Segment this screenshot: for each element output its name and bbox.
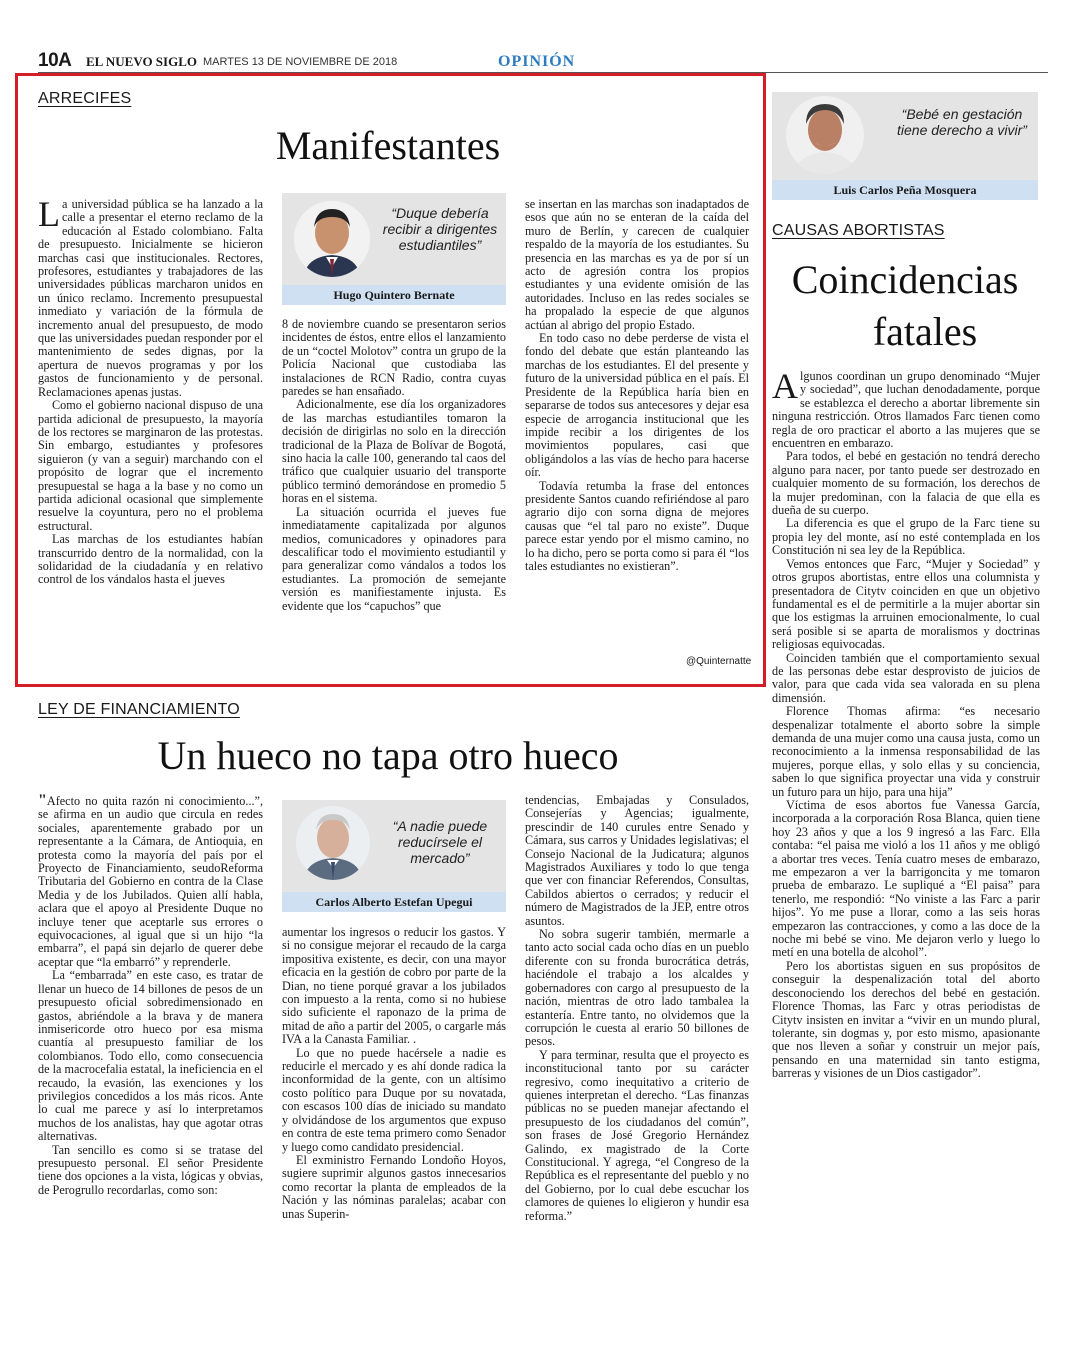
author-photo: [296, 806, 370, 880]
article2-byline: Carlos Alberto Estefan Upegui: [282, 892, 506, 912]
article3-paragraph: Florence Thomas afirma: “es necesario despenalizar totalmente el aborto sobre la simple demanda de una mujer como una causa justa, como un reconocimiento a la inmensa responsabilidad de las mujeres, porque ellas, y solo ellas y su conciencia, saben lo que significa proyectar una vida y construir un futuro para un hijo, para una hija”: [772, 704, 1040, 799]
dropcap: ": [38, 792, 47, 809]
author-twitter-handle[interactable]: @Quinternatte: [686, 656, 752, 667]
article1-paragraph: Todavía retumba la frase del entonces presidente Santos cuando refiriéndose al paro agrario dijo con sorna digna de mejores causas que “el tal paro no existe”. Duque parece estar yendo por el mismo camino, no lo ha dicho, pero se porta como si para él “los tales estudiantes no existieran”.: [525, 478, 749, 573]
article1-kicker: ARRECIFES: [38, 90, 132, 107]
article3-pullquote: “Bebé en gestación tiene derecho a vivir”: [897, 106, 1027, 138]
article3-paragraph: Vemos entonces que Farc, “Mujer y Sociedad” y otros grupos abortistas, entre ellos una columnista y presentadora de Citytv coinciden en que un objetivo fundamental es el de permitirle a la mujer abortar sin que los estigmas la arruinen emocionalmente, lo cual será posible si se aparta de moralismos y doctrinas religiosas equivocadas.: [772, 556, 1040, 652]
article2-paragraph: La “embarrada” en este caso, es tratar de llenar un hueco de 14 billones de pesos de un presupuesto oficial sobredimensionado en gastos, abriéndole a la brava y de manera inmisericorde otro hueco por esa misma cuantía al presupuesto familiar de los colombianos. Todo ello, como consecuencia de la macrocefalia estatal, la ineficiencia en el recaudo, la evasión, las exenciones y los privilegios concedidos a los más ricos. Ante lo cual me parece y así lo interpretamos muchos de los analistas, hay que agotar otras alternativas.: [38, 968, 263, 1144]
article2-paragraph: "Afecto no quita razón ni conocimiento...”, se afirma en un audio que circula en redes sociales, aparentemente grabado por un representante a la Cámara, de Antioquia, en protesta como la mayoría del país por el Proyecto de Financiamiento, seudoReforma Tributaria del Gobierno en contra de la Clase Media y de los Jubilados. Quien allí habla, aclara que el apoyo al Presidente Duque no incluye tener que aceptarle sus errores o equivocaciones, al igual que si un hijo “la embarra”, el papá sin dejarlo de querer debe aceptar que “la embarró” y reprenderle.: [38, 792, 263, 969]
article2-author-box: [282, 800, 506, 912]
article3-paragraph: Víctima de esos abortos fue Vanessa García, incorporada a la corporación Rosa Blanca, quien tiene hoy 23 años y que a los 9 ingresó a las Farc. Ella contaba: “el paisa me violó a los 11 años y me obligó a abortar tres veces. Tenía cuatro meses de embarazo, me empezaron a ver la barrigoncita y me tomaron prueba de embarazo. Le supliqué a “El paisa” para tenerlo, me respondió: “No viniste a las Farc a parir hijos”. Yo me puse a llorar, como a las seis horas empezaron las contracciones, y como a las doce de la noche mi bebé se vino. Me dejaron verlo y luego lo metí en una botella de alcohol”.: [772, 798, 1040, 960]
article1-paragraph: La situación ocurrida el jueves fue inmediatamente capitalizada por algunos medios, comunicadores y opinadores para descalificar todo el movimiento estudiantil y para generalizar como vándalos a todos los estudiantes. La promoción de semejante versión es manifiestamente injusta. Es evidente que los “capuchos” que: [282, 504, 506, 613]
article1-column-2: [282, 318, 506, 613]
article1-column-3: [525, 198, 749, 573]
dropcap: L: [38, 194, 60, 234]
article2-column-3: [525, 794, 749, 1223]
article1-author-box: [282, 193, 506, 305]
page-header: [38, 50, 1048, 74]
article3-paragraph: Pero los abortistas siguen en sus propósitos de conseguir la despenalización total del aborto desconociendo los derechos del bebé en gestación. Florence Thomas, las Farc y otras periodistas de Citytv insisten en invitar a “vivir en un mundo plural, tolerante, sin dogmas y, por esto mismo, apasionante que nos lleven a soñar y construir un mejor país, pensando en una maternidad sin tanto estigma, barreras y visiones de un Dios castigador”.: [772, 958, 1040, 1081]
article2-paragraph: Y para terminar, resulta que el proyecto es inconstitucional tanto por su carácter regresivo, como inequitativo a criterio de quienes interpretan el derecho. “Las finanzas públicas no se pueden manejar afectando el presupuesto de los ciudadanos del común”, son frases de José Gregorio Hernández Galindo, ex magistrado de la Corte Constitucional. Y agrega, “el Congreso de la República es el representante del pueblo y no del Gobierno, por lo cual debe escuchar los clamores de quienes lo eligieron y hundir esa reforma.”: [525, 1047, 749, 1223]
article3-paragraph: Coinciden también que el comportamiento sexual de las personas debe estar desprovisto de juicios de valor, para que cada vida sea valorada en su plena dimensión.: [772, 650, 1040, 705]
newspaper-name: EL NUEVO SIGLO: [86, 54, 197, 69]
article1-paragraph: Adicionalmente, ese día los organizadores de las marchas estudiantiles tomaron la decisión de dirigirlas no solo en la dirección tradicional de la Plaza de Bolívar de Bogotá, sino hacia la calle 100, generando tal caos del tráfico que cualquier usuario del transporte público terminó demorándose en promedio 5 horas en el sistema.: [282, 397, 506, 506]
page-number: 10A: [38, 50, 72, 71]
article3-author-box: [772, 92, 1038, 200]
author-photo: [294, 201, 370, 277]
article1-headline: Manifestantes: [275, 123, 501, 168]
article1-pullquote: “Duque debería recibir a dirigentes estudiantiles”: [382, 205, 498, 253]
article1-byline: Hugo Quintero Bernate: [282, 285, 506, 305]
article1-paragraph: Como el gobierno nacional dispuso de una partida adicional de presupuesto, la mayoría de los rectores se marginaron de las protestas. Sin embargo, estudiantes y profesores siguieron (y van a seguir) marchando con el propósito de lograr que el incremento presupuestal se haga a la base y no como un partida adicional ocasional que simplemente resuelve la coyuntura, pero no el problema estructural.: [38, 398, 263, 533]
article2-paragraph: tendencias, Embajadas y Consulados, Consejerías y Agencias; igualmente, prescindir de 140 curules entre Senado y Cámara, sus carros y Unidades legislativas; el Consejo Nacional de la Judicatura; algunos Magistrados Auxiliares y todo lo que tenga que ver con financiar Referendos, Consultas, Cabildos abiertos o cerrados; y reducir el número de Magistrados de la JEP, entre otros asuntos.: [525, 793, 749, 928]
article2-paragraph: Tan sencillo es como si se tratase del presupuesto personal. El señor Presidente tiene dos opciones a la vista, lógicas y obvias, de Perogrullo recordarlas, como son:: [38, 1142, 263, 1197]
article2-column-2: [282, 926, 506, 1221]
article2-headline: Un hueco no tapa otro hueco: [157, 733, 619, 778]
article3-paragraph: Algunos coordinan un grupo denominado “Mujer y sociedad”, que luchan denodadamente, porque se establezca el derecho a abortar libremente sin ninguna restricción. Otros llamados Farc tienen como regla de oro practicar el aborto a las mujeres que se encuentren en embarazo.: [772, 366, 1040, 451]
article3-paragraph: Para todos, el bebé en gestación no tendrá derecho alguno para nacer, por tanto puede ser destrozado en cualquier momento de su formación, los derechos de la mujer predominan, con la falacia de que ella es dueña de su cuerpo.: [772, 449, 1040, 518]
article2-paragraph: El exministro Fernando Londoño Hoyos, sugiere suprimir algunos gastos innecesarios como recortar la planta de empleados de la Nación y las nóminas paralelas; acabar con unas Superin-: [282, 1152, 506, 1221]
article2-column-1: [38, 794, 263, 1197]
article2-paragraph: aumentar los ingresos o reducir los gastos. Y si no consigue mejorar el recaudo de la carga impositiva existente, es decir, con una mayor eficacia en la gestión de cobro por parte de la Dian, no tiene porqué gravar a los jubilados con impuesto a la renta, como si no hubiese sido suficiente el raponazo de la prima de mitad de año a partir del 2005, o cargarle más IVA a la Canasta Familiar. .: [282, 925, 506, 1047]
author-photo: [786, 96, 864, 174]
article1-paragraph: se insertan en las marchas son inadaptados de esos que aún no se enteran de la caída del muro de Berlín, y carecen de cualquier respaldo de la mayoría de los estudiantes. Su presencia en las marchas es ya de por sí un acto de agresión contra los propios estudiantes y una evidente omisión de las autoridades. Incluso en las redes sociales se ha propalado la especie de que algunos actúan al abrigo del propio Estado.: [525, 197, 749, 332]
headline-line: Coincidencias: [791, 257, 1019, 302]
article1-paragraph: La universidad pública se ha lanzado a la calle a presentar el eterno reclamo de la educación al Estado colombiano. Falta de presupuesto. Inicialmente se hicieron marchas casi que institucionales. Rectores, profesores, estudiantes y trabajadores de las universidades públicas marcharon unidos en un único reclamo. Incremento presupuestal inmediato y variación de la fórmula de incremento anual del presupuesto, de modo que las universidades puedan responder por el mantenimiento de sedes dignas, por la apertura de nuevos programas y por los gastos de funcionamiento y de personal. Reclamaciones apenas justas.: [38, 194, 263, 399]
article2-paragraph: No sobra sugerir también, mermarle a tanto acto social cada ocho días en un pueblo diferente con su fronda burocrática detrás, haciéndole el trabajo a los alcaldes y gobernadores con cargo al presupuesto de la nación, mientras de otro lado tambalea la estantería. Entre tanto, no olvidemos que la corrupción le cuesta al erario 50 billones de pesos.: [525, 927, 749, 1049]
headline-line: fatales: [872, 309, 978, 354]
article3-paragraph: La diferencia es que el grupo de la Farc tiene su propia ley del monte, así no esté contemplada en los Constitución ni sea ley de la República.: [772, 516, 1040, 558]
article1-column-1: [38, 194, 263, 587]
article3-column: [772, 366, 1040, 1081]
article2-pullquote: “A nadie puede reducírsele el mercado”: [392, 818, 488, 866]
article2-paragraph: Lo que no puede hacérsele a nadie es reducirle el mercado y es ahí donde radica la inconformidad de la gente, con un altísimo costo político para Duque por su novatada, con escasos 100 días de iniciado su mandato y olvidándose de los argumentos que expuso en contra de este tema primero como Senador y luego como candidato presidencial.: [282, 1045, 506, 1154]
article1-paragraph: 8 de noviembre cuando se presentaron serios incidentes de éstos, entre ellos el lanzamiento de un “coctel Molotov” contra un grupo de la Policía Nacional que custodiaba las instalaciones de RCN Radio, contra cuyas paredes se han ensañado.: [282, 317, 506, 399]
article1-paragraph: Las marchas de los estudiantes habían transcurrido dentro de la normalidad, con la solidaridad de la ciudadanía y en relativo control de los vándalos hasta el jueves: [38, 532, 263, 587]
article1-paragraph: En todo caso no debe perderse de vista el fondo del debate que están planteando las marchas de los estudiantes. El del presente y futuro de la universidad pública en el país. El Presidente de la República haría bien en separarse de todos sus antecesores y dejar esa especie de arrogancia institucional que les impide recibir a los dirigentes de los movimientos populares, casi que obligándolos a las vías de hecho para hacerse oír.: [525, 331, 749, 480]
article3-headline: [772, 254, 1038, 358]
dropcap: A: [772, 366, 798, 406]
publication-date: MARTES 13 DE NOVIEMBRE DE 2018: [203, 56, 398, 68]
article3-byline: Luis Carlos Peña Mosquera: [772, 180, 1038, 200]
section-title: OPINIÓN: [498, 53, 576, 70]
article3-kicker: CAUSAS ABORTISTAS: [772, 222, 945, 239]
article2-kicker: LEY DE FINANCIAMIENTO: [38, 701, 240, 718]
